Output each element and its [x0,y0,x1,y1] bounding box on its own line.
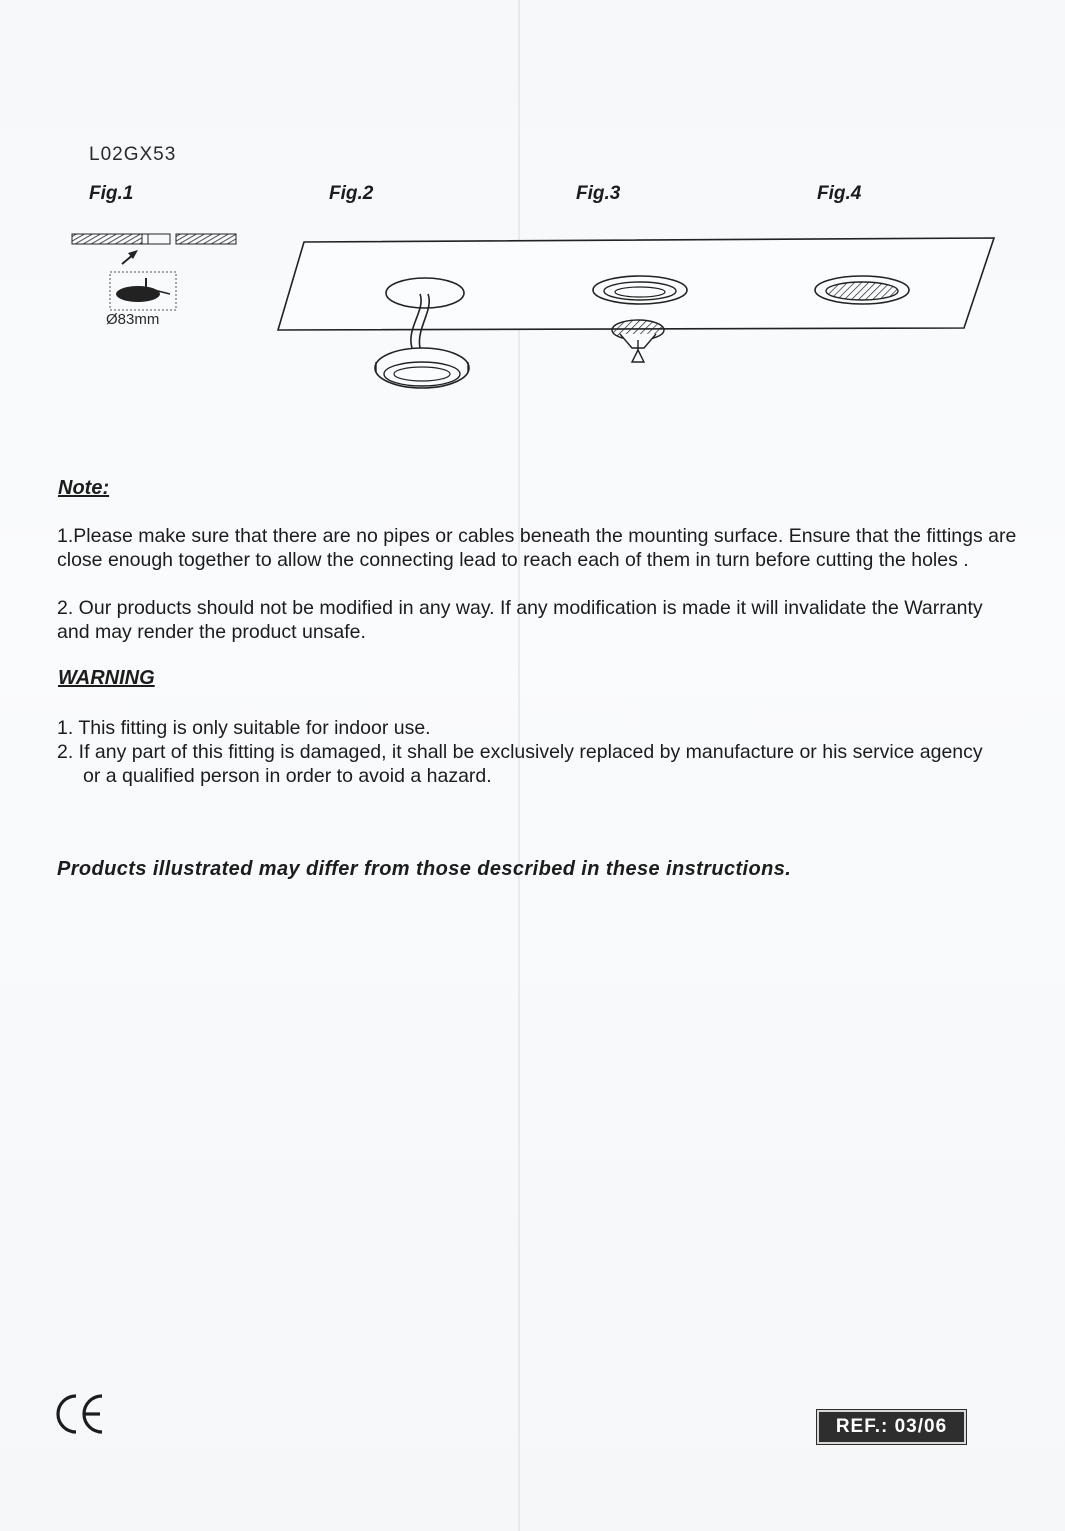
fig2-label: Fig.2 [329,183,374,204]
model-code: L02GX53 [89,144,177,165]
note-heading: Note: [58,477,110,499]
warning-item: 2. If any part of this fitting is damaged, it shall be exclusively replaced by manufacture or his service agency or a qualified person in order to avoid a hazard. [57,741,983,787]
ce-mark-logo [54,1392,106,1436]
fig2-illustration [375,278,469,388]
fig1-label: Fig.1 [89,183,134,204]
warning-heading: WARNING [58,667,155,689]
disclaimer: Products illustrated may differ from those described in these instructions. [57,858,792,880]
note-item: 1.Please make sure that there are no pipes or cables beneath the mounting surface. Ensure that the fittings are close enough together to allow the connecting lead to reach each of them in turn before cutting the holes . [57,525,1017,571]
installation-illustration [270,230,1000,395]
fig3-label: Fig.3 [576,183,621,204]
fig4-illustration [815,276,909,304]
fig1-illustration [70,228,242,313]
arrow-icon [122,250,138,264]
note-item: 2. Our products should not be modified in any way. If any modification is made it will invalidate the Warranty and may render the product unsafe. [57,597,983,643]
fig1-dimension: Ø83mm [106,311,160,328]
warning-item: 1. This fitting is only suitable for indoor use. [57,717,431,739]
reference-badge: REF.: 03/06 [817,1410,966,1444]
fig4-label: Fig.4 [817,183,862,204]
ceiling-cross-section [72,234,236,244]
hole-cutter-icon [110,272,176,310]
